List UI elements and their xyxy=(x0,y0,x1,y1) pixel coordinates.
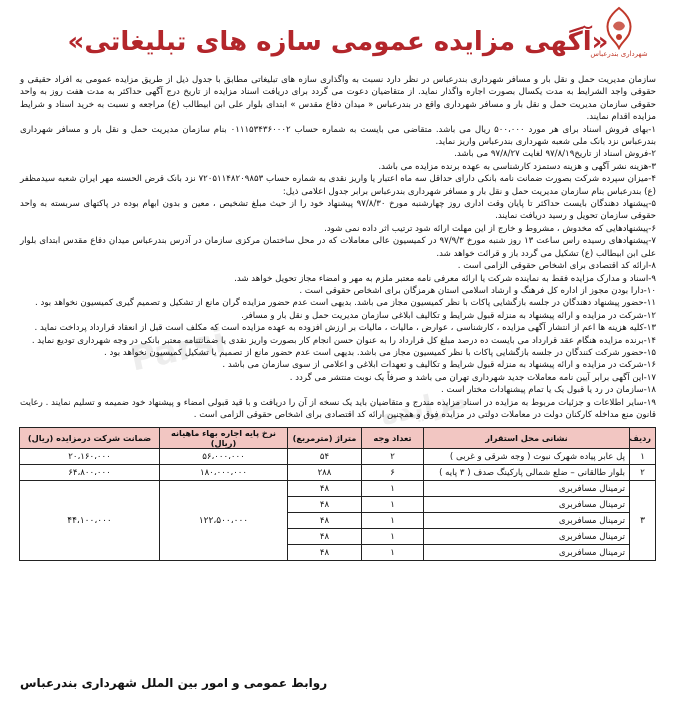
column-header: تعداد وجه xyxy=(362,428,424,449)
faces-cell: ۱ xyxy=(362,529,424,545)
condition-item: ۱۱-حضور پیشنهاد دهندگان در جلسه بازگشایی پاکات با نظر کمیسیون مجاز می باشد. بدیهی است عدم حضور مزایده گران مانع از تشکیل و تصمیم گیری کمیسیون نخواهد بود . xyxy=(35,298,656,309)
ad-header xyxy=(20,6,656,68)
condition-item: ۱۷-این آگهی برابر آیین نامه معاملات جدید شهرداری تهران می باشد و صرفاً یک نوبت منتشر می گردد . xyxy=(289,372,656,383)
guarantee-cell: ۲۰،۱۶۰،۰۰۰ xyxy=(20,449,160,465)
ad-title: «آگهی مزایده عمومی سازه های تبلیغاتی» xyxy=(67,27,609,57)
watermark: Parsi xyxy=(126,320,229,380)
condition-item: ۲-فروش اسناد از تاریخ۹۷/۸/۱۹ لغایت ۹۷/۸/۲۷ می باشد. xyxy=(454,149,656,160)
condition-item: ۱۴-برنده مزایده هنگام عقد قرارداد می بایست ده درصد مبلغ کل قرارداد را به عنوان حسن انجام کار بصورت واریز نقدی یا ضمانتنامه معتبر بانکی در وجه شهرداری تودیع نماید . xyxy=(31,335,656,346)
table-row xyxy=(20,449,656,465)
condition-item: ۹-اسناد و مدارک مزایده فقط به نماینده شرکت یا ارائه معرفی نامه معتبر ملزم به مهر و امضاء مجاز تحویل خواهد شد. xyxy=(234,273,656,284)
condition-item: ۱۲-شرکت در مزایده و ارائه پیشنهاد به منزله قبول شرایط و تکالیف ابلاغی سازمان مدیریت حمل و نقل بار و مسافر. xyxy=(241,310,656,321)
column-header: متراژ (مترمربع) xyxy=(288,428,362,449)
column-header: نشانی محل استقرار xyxy=(424,428,630,449)
faces-cell: ۱ xyxy=(362,545,424,561)
row-number: ۲ xyxy=(630,465,656,481)
area-cell: ۴۸ xyxy=(288,497,362,513)
location-cell: ترمینال مسافربری xyxy=(424,513,630,529)
row-number: ۱ xyxy=(630,449,656,465)
table-row xyxy=(20,481,656,497)
condition-item: ۱۹-سایر اطلاعات و جزئیات مربوط به مزایده در اسناد مزایده مندرج و متقاضیان باید یک نسخه از آن را دریافت و با قید قبولی امضاء و پیشنهاد خود ضمیمه و تسلیم نمایند . رعایت قانون منع مداخله کارکنان دولت در معاملات دولتی در مزایده فوق و همچنین ارائه کد اقتصادی برای اشخاص حقوقی الزامی است . xyxy=(20,397,656,420)
column-header: نرخ پایه اجاره بهاء ماهیانه (ریال) xyxy=(160,428,288,449)
guarantee-cell: ۴۴،۱۰۰،۰۰۰ xyxy=(20,481,160,561)
location-cell: ترمینال مسافربری xyxy=(424,545,630,561)
table-header-row xyxy=(20,428,656,449)
area-cell: ۴۸ xyxy=(288,529,362,545)
location-cell: ترمینال مسافربری xyxy=(424,497,630,513)
area-cell: ۴۸ xyxy=(288,513,362,529)
faces-cell: ۱ xyxy=(362,481,424,497)
area-cell: ۴۸ xyxy=(288,481,362,497)
condition-item: ۱۰-دارا بودن مجوز از اداره کل فرهنگ و ارشاد اسلامی استان هرمزگان برای اشخاص حقوقی است . xyxy=(299,285,656,296)
condition-item: ۳-هزینه نشر آگهی و هزینه دستمزد کارشناسی به عهده برنده مزایده می باشد. xyxy=(378,161,656,172)
location-cell: ترمینال مسافربری xyxy=(424,529,630,545)
faces-cell: ۱ xyxy=(362,497,424,513)
condition-item: ۸-ارائه کد اقتصادی برای اشخاص حقوقی الزامی است . xyxy=(457,261,656,272)
condition-item: ۱۵-حضور شرکت کنندگان در جلسه بازگشایی پاکات با نظر کمیسیون مجاز می باشد. بدیهی است عدم حضور مانع از تصمیم یا تشکیل کمیسیون نخواهد بود . xyxy=(104,347,656,358)
row-number: ۳ xyxy=(630,481,656,561)
area-cell: ۵۴ xyxy=(288,449,362,465)
rent-cell: ۱۸۰،۰۰۰،۰۰۰ xyxy=(160,465,288,481)
condition-item: ۵-پیشنهاد دهندگان بایست حداکثر تا پایان وقت اداری روز چهارشنبه مورخ ۹۷/۸/۳۰ پیشنهاد خود را از حیث مبلغ تشخیص ، معین و بدون ابهام بوده در پاکتهای سربسته به واحد حقوقی سازمان تحویل و رسید دریافت نمایند. xyxy=(20,199,656,222)
condition-item: ۱۸-سازمان در رد یا قبول یک یا تمام پیشنهادات مختار است . xyxy=(440,385,656,396)
column-header: ردیف xyxy=(630,428,656,449)
ad-footer: روابط عمومی و امور بین الملل شهرداری بندرعباس xyxy=(20,676,328,690)
table-row xyxy=(20,465,656,481)
ad-conditions xyxy=(20,74,656,421)
condition-item: ۱۶-شرکت در مزایده و ارائه پیشنهاد به منزله قبول شرایط و تکالیف و تعهدات ابلاغی و اعلامی از سوی سازمان می باشد . xyxy=(222,360,656,371)
logo-caption: شهرداری بندرعباس xyxy=(590,50,648,58)
location-cell: پل عابر پیاده شهرک نبوت ( وجه شرقی و غربی ) xyxy=(424,449,630,465)
condition-item: ۷-پیشنهادهای رسیده راس ساعت ۱۳ روز شنبه مورخ ۹۷/۹/۳ در کمیسیون عالی معاملات که در محل ساختمان مرکزی سازمان در آدرس بندرعباس میدان دفاع مقدس ابتدای بلوار علی ابن ابیطالب (ع) تشکیل می گردد باز و قرائت خواهد شد. xyxy=(20,236,656,259)
condition-item: ۱-بهای فروش اسناد برای هر مورد ۵۰۰،۰۰۰ ریال می باشد. متقاضی می بایست به شماره حساب ۰۱۱۱۵۳۴۳۶۰۰۰۲ بنام سازمان مدیریت حمل و نقل بار و مسافر شهرداری بندرعباس نزد بانک ملی شعبه شهرداری بندرعباس واریز نماید. xyxy=(20,124,656,148)
faces-cell: ۱ xyxy=(362,513,424,529)
intro-paragraph: سازمان مدیریت حمل و نقل بار و مسافر شهرداری بندرعباس در نظر دارد نسبت به واگذاری سازه های تبلیغاتی مطابق با جدول ذیل از طریق مزایده عمومی به افراد حقیقی و حقوقی واجد الشرایط به مدت یکسال بصورت اجاره واگذار نماید. از متقاضیان دعوت می گردد برای دریافت اسناد مزایده از تاریخ درج آگهی حداکثر به مدت هفت روز به واحد حقوقی سازمان مدیریت حمل و نقل بار و مسافر شهرداری واقع در بندرعباس « میدان دفاع مقدس » ابتدای بلوار علی ابن ابیطالب (ع) مراجعه و نسبت به خرید اسناد و شرایط مزایده اقدام نمایند. xyxy=(20,75,656,123)
rent-cell: ۵۶،۰۰۰،۰۰۰ xyxy=(160,449,288,465)
faces-cell: ۶ xyxy=(362,465,424,481)
area-cell: ۴۸ xyxy=(288,545,362,561)
condition-item: ۶-پیشنهادهایی که مخدوش ، مشروط و خارج از این مهلت ارائه شود ترتیب اثر داده نمی شود. xyxy=(324,223,656,234)
condition-item: ۱۳-کلیه هزینه ها اعم از انتشار آگهی مزایده ، کارشناسی ، عوارض ، مالیات ، مالیات بر ارزش افزوده به عهده مزایده است که مکلف است قبل از انعقاد قرارداد پرداخت نماید . xyxy=(34,323,656,334)
guarantee-cell: ۶۴،۸۰۰،۰۰۰ xyxy=(20,465,160,481)
location-cell: بلوار طالقانی – ضلع شمالی پارکینگ صدف ( ۳ پایه ) xyxy=(424,465,630,481)
billboards-table xyxy=(19,427,656,561)
condition-item: ۴-میزان سپرده شرکت بصورت ضمانت نامه بانکی دارای حداقل سه ماه اعتبار یا واریز نقدی به شماره حساب ۷۲۰۵۱۱۴۸۲۰۹۸۵۳ نزد بانک قرض الحسنه مهر ایران شعبه سیدمظفر (ع) بندرعباس بنام سازمان مدیریت حمل و نقل بار و مسافر شهرداری بندرعباس برابر جدول اعلامی ذیل: xyxy=(20,174,657,197)
column-header: ضمانت شرکت درمزایده (ریال) xyxy=(20,428,160,449)
location-cell: ترمینال مسافربری xyxy=(424,481,630,497)
watermark: مزایده xyxy=(377,381,471,432)
faces-cell: ۲ xyxy=(362,449,424,465)
rent-cell: ۱۲۲،۵۰۰،۰۰۰ xyxy=(160,481,288,561)
area-cell: ۲۸۸ xyxy=(288,465,362,481)
